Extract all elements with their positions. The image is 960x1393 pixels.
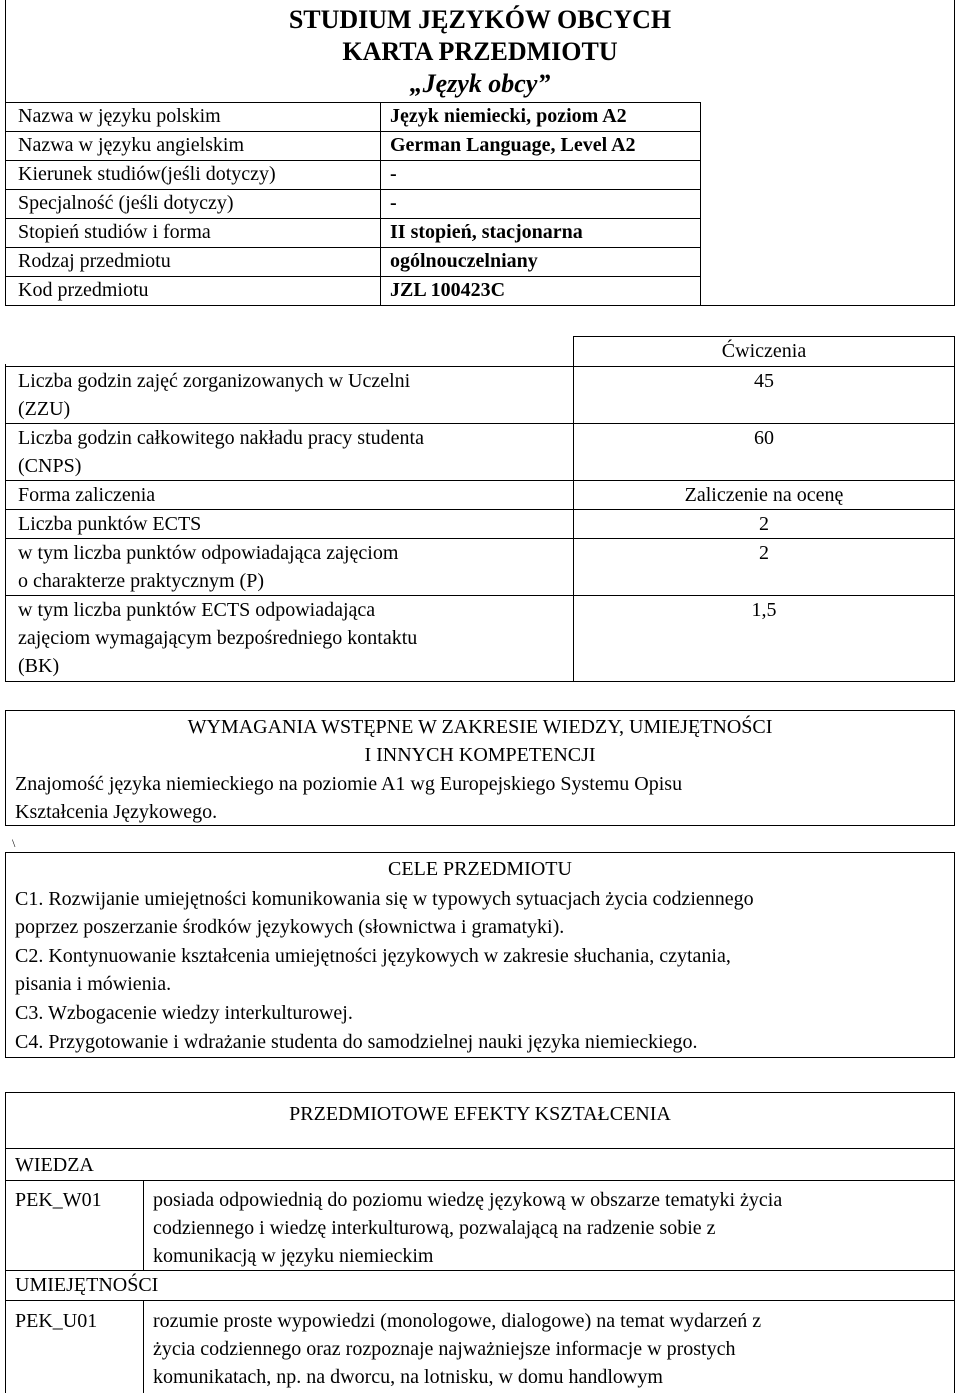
outcome-code-u01: PEK_U01 (15, 1310, 98, 1332)
goal-line: C1. Rozwijanie umiejętności komunikowania się w typowych sytuacjach życia codziennego (15, 888, 754, 910)
goal-line: pisania i mówienia. (15, 973, 172, 995)
outcome-code-w01: PEK_W01 (15, 1189, 102, 1211)
outcome-text-u01: rozumie proste wypowiedzi (monologowe, dialogowe) na temat wydarzeń z (153, 1310, 762, 1332)
info-label-course-code: Kod przedmiotu (18, 279, 149, 301)
hours-column-header: Ćwiczenia (721, 340, 807, 362)
info-value-polish-name: Język niemiecki, poziom A2 (390, 105, 627, 127)
hours-label-practical: w tym liczba punktów odpowiadająca zajęciom (18, 542, 399, 564)
hours-label-zzu-abbr: (ZZU) (18, 398, 71, 420)
hours-label-cnps-abbr: (CNPS) (18, 455, 82, 477)
info-value-course-type: ogólnouczelniany (390, 250, 538, 272)
hours-value-practical: 2 (759, 542, 769, 564)
hours-table-corner-mask (3, 334, 573, 364)
info-value-english-name: German Language, Level A2 (390, 134, 636, 156)
title-institution: STUDIUM JĘZYKÓW OBCYCH (288, 5, 672, 34)
outcomes-skills-heading: UMIEJĘTNOŚCI (15, 1274, 159, 1296)
info-label-field-of-study: Kierunek studiów(jeśli dotyczy) (18, 163, 276, 185)
hours-value-bk: 1,5 (751, 599, 777, 621)
hours-label-ects: Liczba punktów ECTS (18, 513, 202, 535)
outcomes-line (5, 1148, 955, 1149)
hours-value-ects: 2 (759, 513, 769, 535)
requirements-text: Znajomość języka niemieckiego na poziomie A1 wg Europejskiego Systemu Opisu (15, 773, 683, 795)
hours-label-bk-3: (BK) (18, 655, 60, 677)
outcome-text-u01: komunikatach, np. na dworcu, na lotnisku, w domu handlowym (153, 1366, 663, 1388)
hours-value-zzu: 45 (754, 370, 774, 392)
hours-label-practical-2: o charakterze praktycznym (P) (18, 570, 264, 592)
info-value-field-of-study: - (390, 163, 397, 185)
requirements-title: WYMAGANIA WSTĘPNE W ZAKRESIE WIEDZY, UMIEJĘTNOŚCI (187, 716, 773, 738)
info-label-course-type: Rodzaj przedmiotu (18, 250, 171, 272)
goals-title: CELE PRZEDMIOTU (388, 858, 572, 880)
goal-line: C3. Wzbogacenie wiedzy interkulturowej. (15, 1002, 353, 1024)
hours-value-assessment: Zaliczenie na ocenę (684, 484, 844, 506)
hours-label-cnps: Liczba godzin całkowitego nakładu pracy studenta (18, 427, 424, 449)
outcome-text-u01: życia codziennego oraz rozpoznaje najważniejsze informacje w prostych (153, 1338, 736, 1360)
outcomes-divider (143, 1180, 144, 1270)
info-label-polish-name: Nazwa w języku polskim (18, 105, 221, 127)
requirements-title-2: I INNYCH KOMPETENCJI (364, 744, 596, 766)
outcome-text-w01: codziennego i wiedzę interkulturową, pozwalającą na radzenie sobie z (153, 1217, 716, 1239)
outcomes-line (5, 1180, 955, 1181)
info-label-degree-form: Stopień studiów i forma (18, 221, 211, 243)
info-value-specialty: - (390, 192, 397, 214)
hours-label-bk: w tym liczba punktów ECTS odpowiadająca (18, 599, 376, 621)
outcomes-title: PRZEDMIOTOWE EFEKTY KSZTAŁCENIA (289, 1103, 671, 1125)
requirements-text-2: Kształcenia Językowego. (15, 801, 218, 823)
info-label-english-name: Nazwa w języku angielskim (18, 134, 245, 156)
goal-line: C4. Przygotowanie i wdrażanie studenta do samodzielnej nauki języka niemieckiego. (15, 1031, 698, 1053)
title-card: KARTA PRZEDMIOTU (342, 37, 618, 66)
goal-line: C2. Kontynuowanie kształcenia umiejętności językowych w zakresie słuchania, czytania, (15, 945, 731, 967)
info-label-specialty: Specjalność (jeśli dotyczy) (18, 192, 234, 214)
outcomes-divider (143, 1300, 144, 1393)
hours-label-assessment: Forma zaliczenia (18, 484, 156, 506)
info-value-degree-form: II stopień, stacjonarna (390, 221, 583, 243)
outcome-text-w01: posiada odpowiednią do poziomu wiedzę językową w obszarze tematyki życia (153, 1189, 783, 1211)
hours-value-cnps: 60 (754, 427, 774, 449)
outcome-text-w01: komunikacją w języku niemieckim (153, 1245, 434, 1267)
goal-line: poprzez poszerzanie środków językowych (słownictwa i gramatyki). (15, 916, 565, 938)
title-subject: „Język obcy” (409, 69, 551, 98)
stray-backslash: \ (12, 836, 16, 850)
outcomes-line (5, 1300, 955, 1301)
hours-label-zzu: Liczba godzin zajęć zorganizowanych w Uczelni (18, 370, 411, 392)
info-value-course-code: JZL 100423C (390, 279, 506, 301)
hours-label-bk-2: zajęciom wymagającym bezpośredniego kontaktu (18, 627, 418, 649)
outcomes-knowledge-heading: WIEDZA (15, 1154, 94, 1176)
